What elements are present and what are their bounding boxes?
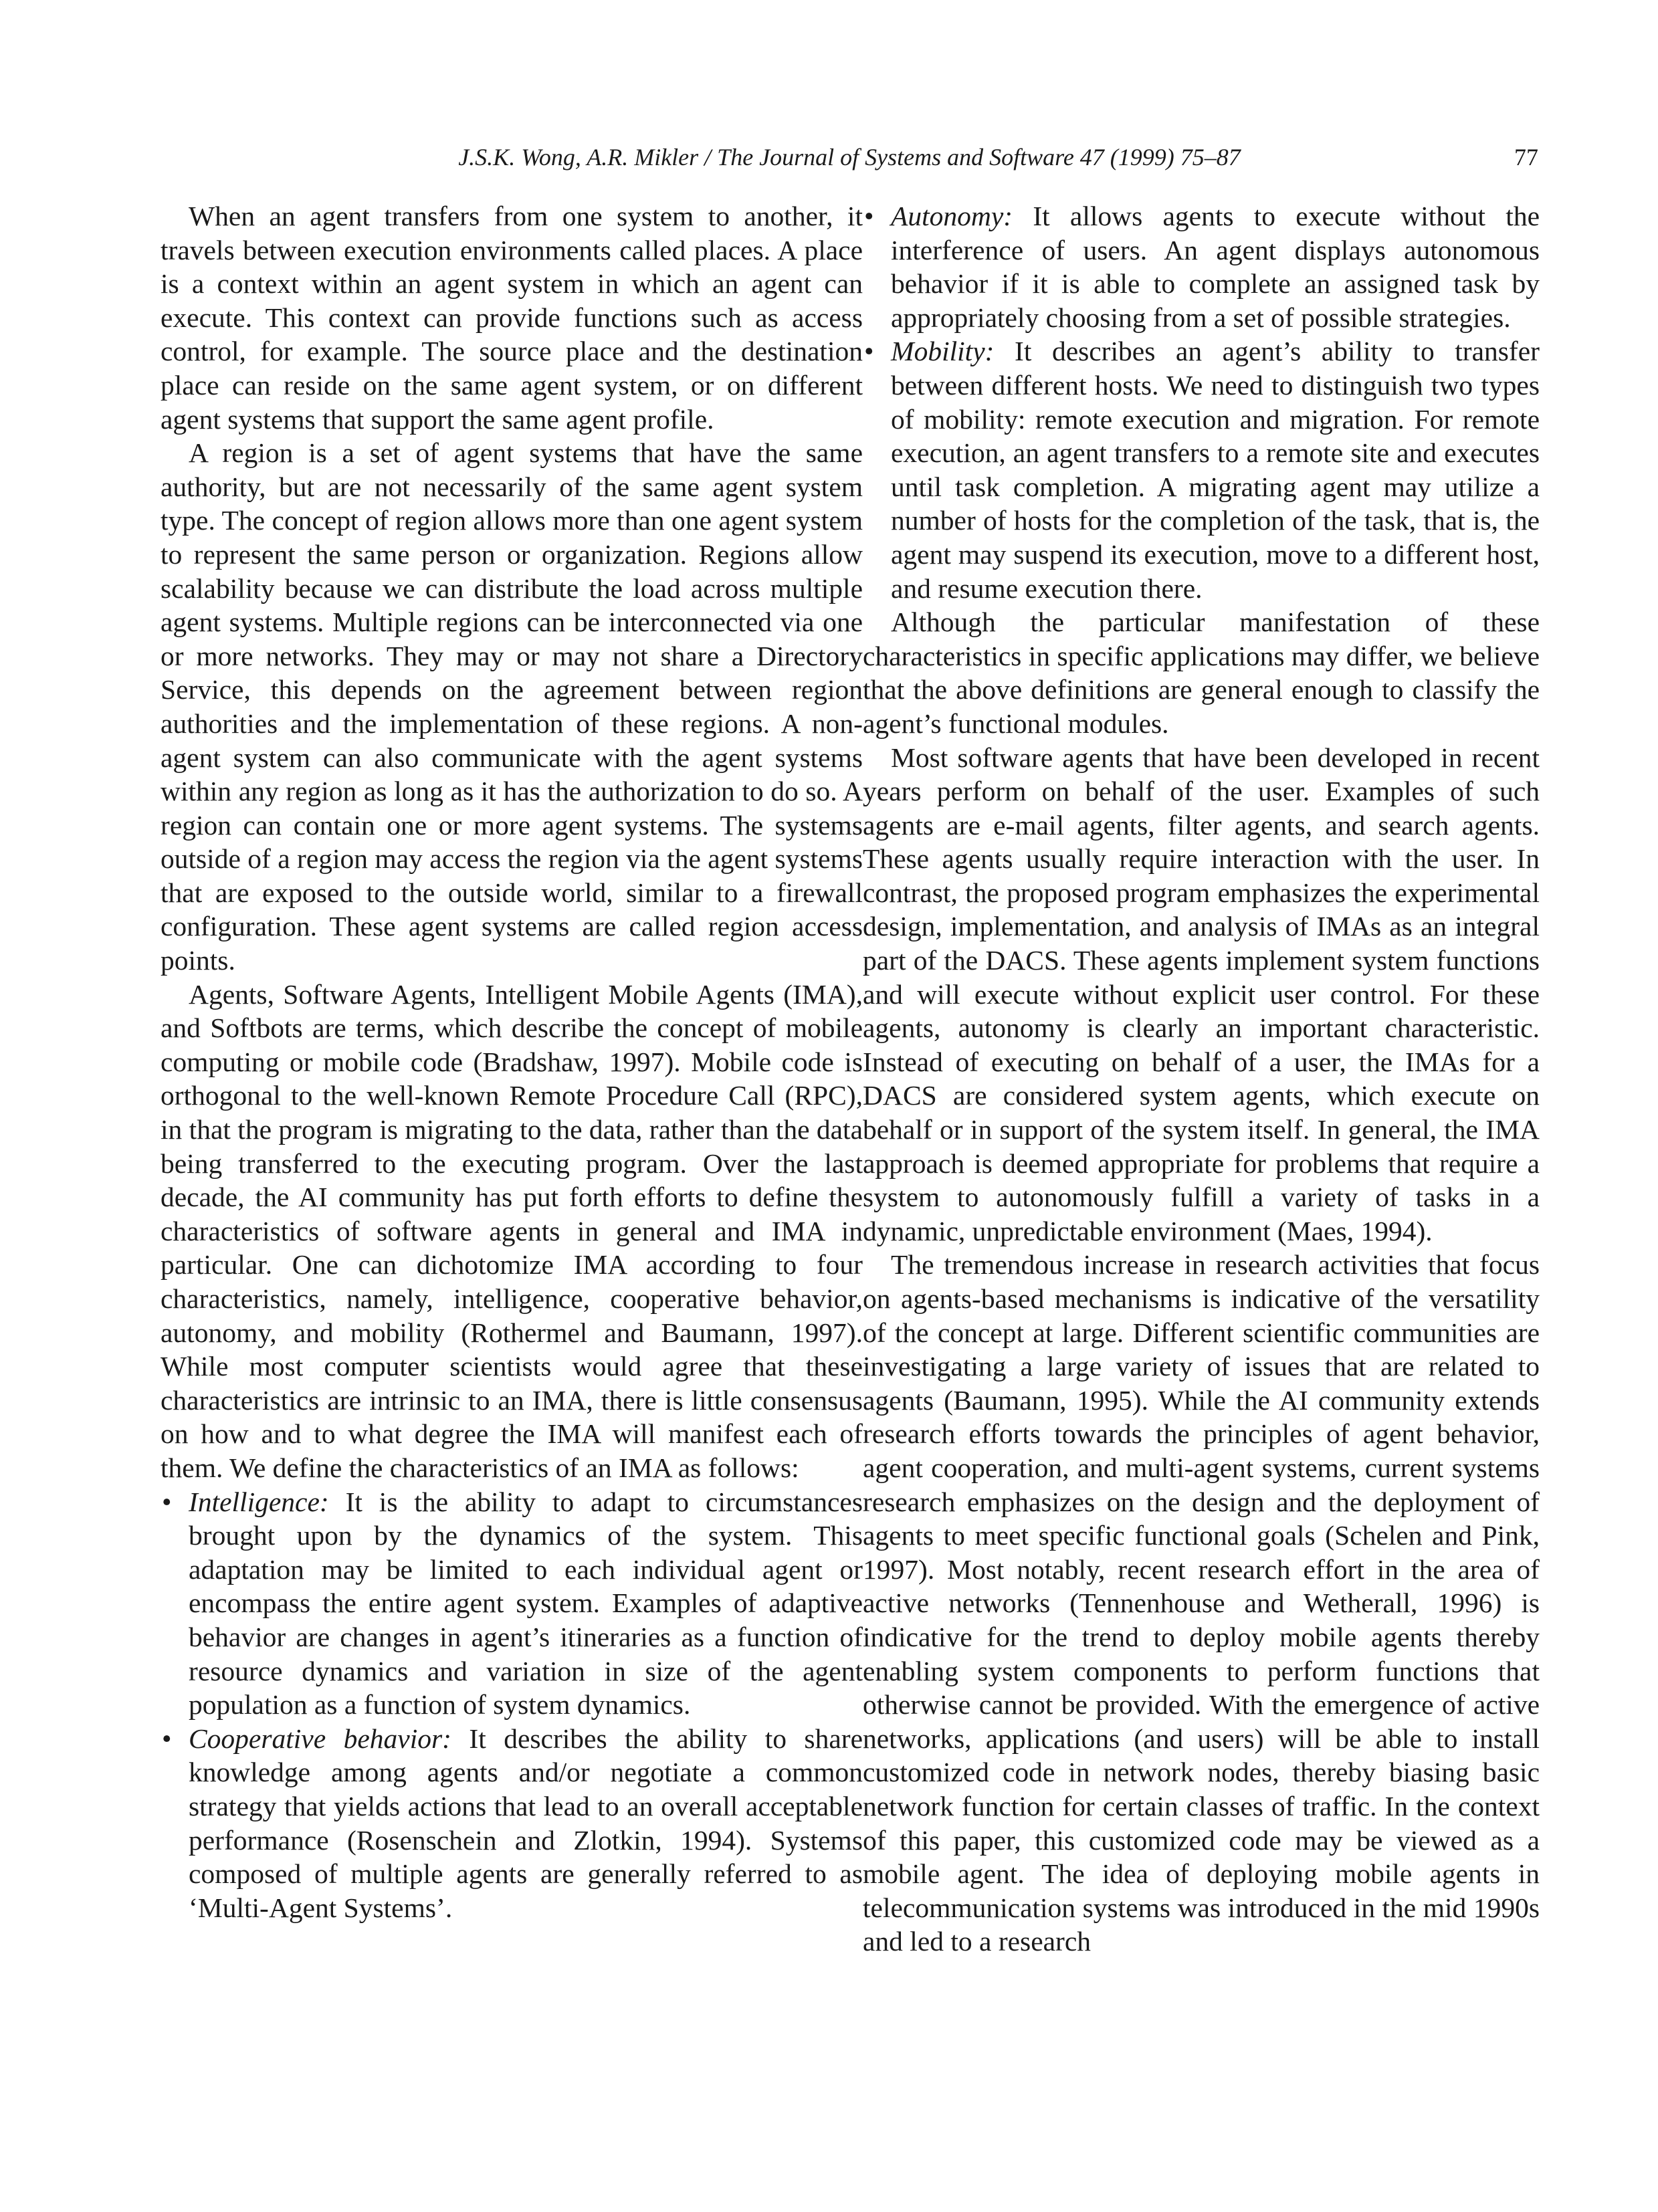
running-title: J.S.K. Wong, A.R. Mikler / The Journal of Systems and Software 47 (1999) 75–87: [458, 144, 1241, 171]
bullet-text: It describes the ability to share knowledge among agents and/or negotiate a common strategy that yields actions that lead to an overall acceptable performance (Rosenschein and Zlotkin, 1994). Systems composed of multiple agents are generally referred to as ‘Multi-Agent Systems’.: [189, 1723, 863, 1923]
characteristics-list-left: [161, 1485, 863, 1925]
bullet-intelligence: [161, 1485, 863, 1722]
right-column: [863, 199, 1540, 1959]
bullet-text: It allows agents to execute without the interference of users. An agent displays autonomous behavior if it is able to complete an assigned task by appropriately choosing from a set of possible strategies.: [891, 201, 1540, 333]
paragraph-software-agents: Most software agents that have been developed in recent years perform on behalf of the user. Examples of such agents are e-mail agents, filter agents, and search agents. These agents usually require interaction with the user. In contrast, the proposed program emphasizes the experimental design, implementation, and analysis of IMAs as an integral part of the DACS. These agents implement system functions and will execute without explicit user control. For these agents, autonomy is clearly an important characteristic. Instead of executing on behalf of a user, the IMAs for a DACS are considered system agents, which execute on behalf or in support of the system itself. In general, the IMA approach is deemed appropriate for problems that require a system to autonomously fulfill a variety of tasks in a dynamic, unpredictable environment (Maes, 1994).: [863, 742, 1540, 1246]
bullet-mobility: [863, 334, 1540, 605]
bullet-marker: •: [162, 1486, 172, 1517]
paragraph-places: When an agent transfers from one system to another, it travels between execution environments called places. A place is a context within an agent system in which an agent can execute. This context can provide functions such as access control, for example. The source place and the destination place can reside on the same agent system, or on different agent systems that support the same agent profile.: [161, 201, 863, 435]
bullet-term: Autonomy:: [891, 201, 1013, 231]
running-header: [161, 137, 1538, 177]
paragraph-ima-definition: Agents, Software Agents, Intelligent Mobile Agents (IMA), and Softbots are terms, which describe the concept of mobile computing or mobile code (Bradshaw, 1997). Mobile code is orthogonal to the well-known Remote Procedure Call (RPC), in that the program is migrating to the data, rather than the data being transferred to the executing program. Over the last decade, the AI community has put forth efforts to define the characteristics of software agents in general and IMA in particular. One can dichotomize IMA according to four characteristics, namely, intelligence, cooperative behavior, autonomy, and mobility (Rothermel and Baumann, 1997). While most computer scientists would agree that these characteristics are intrinsic to an IMA, there is little consensus on how and to what degree the IMA will manifest each of them. We define the characteristics of an IMA as follows:: [161, 978, 863, 1483]
bullet-term: Mobility:: [891, 336, 995, 367]
paragraph-manifestation: Although the particular manifestation of these characteristics in specific applications may differ, we believe that the above definitions are general enough to classify the agent’s functional modules.: [863, 606, 1540, 739]
bullet-cooperative-behavior: [161, 1722, 863, 1925]
bullet-term: Intelligence:: [189, 1486, 329, 1517]
characteristics-list-right: [863, 199, 1540, 605]
page-number: 77: [1514, 144, 1538, 171]
bullet-marker: •: [864, 201, 874, 231]
bullet-text: It is the ability to adapt to circumstances brought upon by the dynamics of the system. This adaptation may be limited to each individual agent or encompass the entire agent system. Examples of adaptive behavior are changes in agent’s itineraries as a function of resource dynamics and variation in size of the agent population as a function of system dynamics.: [189, 1486, 863, 1721]
bullet-term: Cooperative behavior:: [189, 1723, 451, 1754]
paragraph-regions: A region is a set of agent systems that have the same authority, but are not necessarily of the same agent system type. The concept of region allows more than one agent system to represent the same person or organization. Regions allow scalability because we can distribute the load across multiple agent systems. Multiple regions can be interconnected via one or more networks. They may or may not share a Directory Service, this depends on the agreement between region authorities and the implementation of these regions. A non-agent system can also communicate with the agent systems within any region as long as it has the authorization to do so. A region can contain one or more agent systems. The systems outside of a region may access the region via the agent systems that are exposed to the outside world, similar to a firewall configuration. These agent systems are called region access points.: [161, 437, 863, 976]
paragraph-research-activities: The tremendous increase in research activities that focus on agents-based mechanisms is indicative of the versatility of the concept at large. Different scientific communities are investigating a large variety of issues that are related to agents (Baumann, 1995). While the AI community extends research efforts towards the principles of agent behavior, agent cooperation, and multi-agent systems, current systems research emphasizes on the design and the deployment of agents to meet specific functional goals (Schelen and Pink, 1997). Most notably, recent research effort in the area of active networks (Tennenhouse and Wetherall, 1996) is indicative for the trend to deploy mobile agents thereby enabling system components to perform functions that otherwise cannot be provided. With the emergence of active networks, applications (and users) will be able to install customized code in network nodes, thereby biasing basic network function for certain classes of traffic. In the context of this paper, this customized code may be viewed as a mobile agent. The idea of deploying mobile agents in telecommunication systems was introduced in the mid 1990s and led to a research: [863, 1249, 1540, 1957]
left-column: [161, 199, 863, 1924]
bullet-marker: •: [162, 1723, 172, 1754]
bullet-text: It describes an agent’s ability to transfer between different hosts. We need to distinguish two types of mobility: remote execution and migration. For remote execution, an agent transfers to a remote site and executes until task completion. A migrating agent may utilize a number of hosts for the completion of the task, that is, the agent may suspend its execution, move to a different host, and resume execution there.: [891, 336, 1540, 604]
bullet-marker: •: [864, 336, 874, 367]
bullet-autonomy: [863, 199, 1540, 334]
